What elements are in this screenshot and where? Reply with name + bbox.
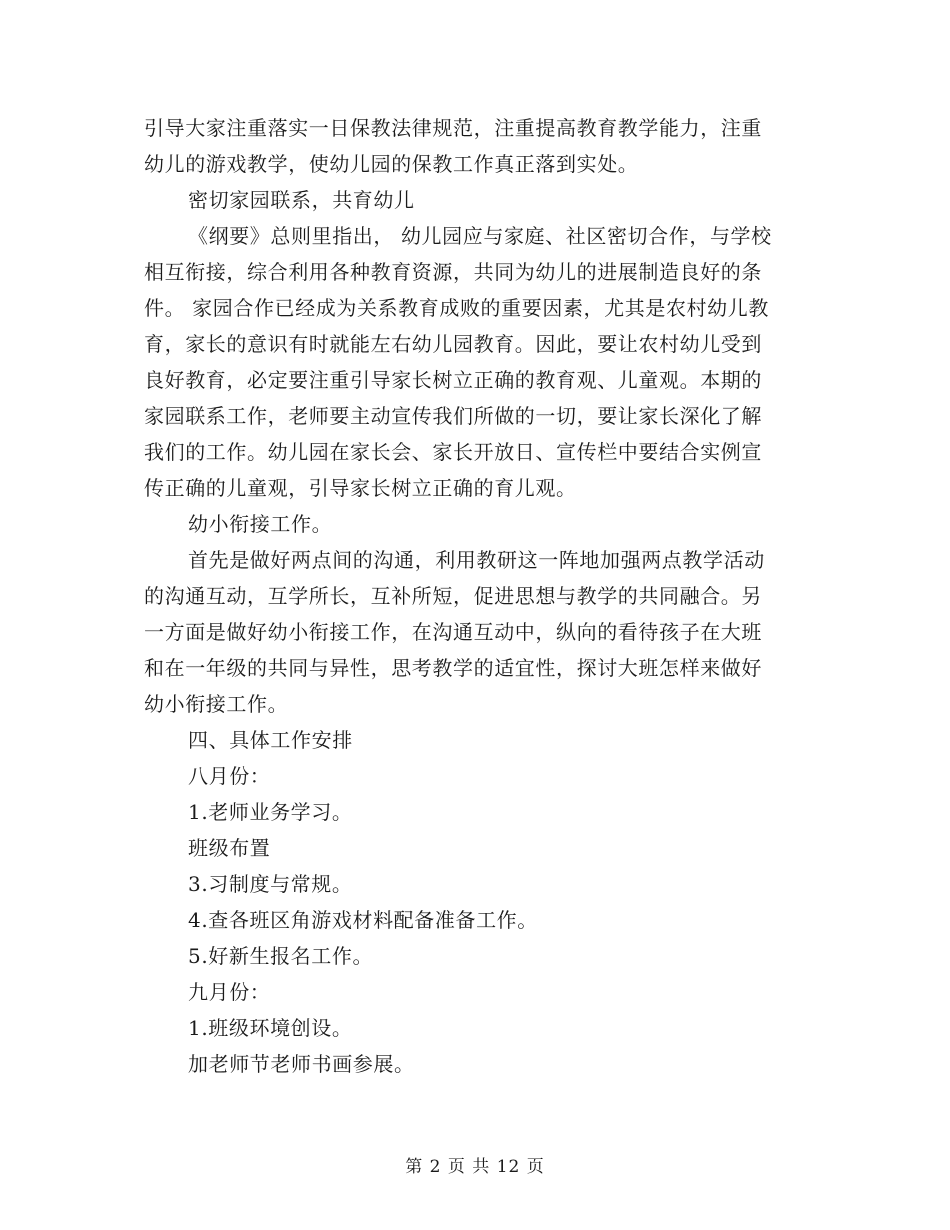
document-line: 件。 家园合作已经成为关系教育成败的重要因素，尤其是农村幼儿教: [144, 296, 769, 320]
document-line: 3.习制度与常规。: [188, 872, 353, 896]
document-line: 传正确的儿童观，引导家长树立正确的育儿观。: [144, 476, 577, 500]
footer-middle: 页 共: [447, 1157, 491, 1177]
document-line: 的沟通互动，互学所长，互补所短，促进思想与教学的共同融合。另: [144, 584, 762, 608]
footer-prefix: 第: [405, 1157, 424, 1177]
document-line: 幼小衔接工作。: [188, 512, 333, 536]
document-line: 4.查各班区角游戏材料配备准备工作。: [188, 908, 538, 932]
document-line: 良好教育，必定要注重引导家长树立正确的教育观、儿童观。本期的: [144, 368, 762, 392]
document-line: 班级布置: [188, 836, 271, 860]
document-line: 四、具体工作安排: [188, 728, 353, 752]
document-line: 《纲要》总则里指出， 幼儿园应与家庭、社区密切合作，与学校: [188, 224, 772, 248]
document-line: 密切家园联系，共育幼儿: [188, 188, 415, 212]
document-line: 家园联系工作，老师要主动宣传我们所做的一切，要让家长深化了解: [144, 404, 762, 428]
footer-current-page: 2: [429, 1157, 442, 1177]
document-line: 幼小衔接工作。: [144, 692, 289, 716]
document-line: 5.好新生报名工作。: [188, 944, 374, 968]
document-line: 加老师节老师书画参展。: [188, 1052, 415, 1076]
document-line: 八月份：: [188, 764, 271, 788]
document-line: 幼儿的游戏教学，使幼儿园的保教工作真正落到实处。: [144, 152, 639, 176]
document-line: 育，家长的意识有时就能左右幼儿园教育。因此，要让农村幼儿受到: [144, 332, 762, 356]
footer-total-pages: 12: [496, 1157, 521, 1177]
document-line: 首先是做好两点间的沟通，利用教研这一阵地加强两点教学活动: [188, 548, 765, 572]
document-line: 引导大家注重落实一日保教法律规范，注重提高教育教学能力，注重: [144, 116, 762, 140]
document-line: 相互衔接，综合利用各种教育资源，共同为幼儿的进展制造良好的条: [144, 260, 762, 284]
footer-suffix: 页: [526, 1157, 545, 1177]
document-line: 一方面是做好幼小衔接工作，在沟通互动中，纵向的看待孩子在大班: [144, 620, 762, 644]
page-footer: [0, 1152, 950, 1177]
document-line: 1.班级环境创设。: [188, 1016, 353, 1040]
document-body: [144, 110, 809, 1082]
document-line: 我们的工作。幼儿园在家长会、家长开放日、宣传栏中要结合实例宣: [144, 440, 762, 464]
document-line: 和在一年级的共同与异性，思考教学的适宜性，探讨大班怎样来做好: [144, 656, 762, 680]
document-line: 1.老师业务学习。: [188, 800, 353, 824]
document-line: 九月份：: [188, 980, 271, 1004]
